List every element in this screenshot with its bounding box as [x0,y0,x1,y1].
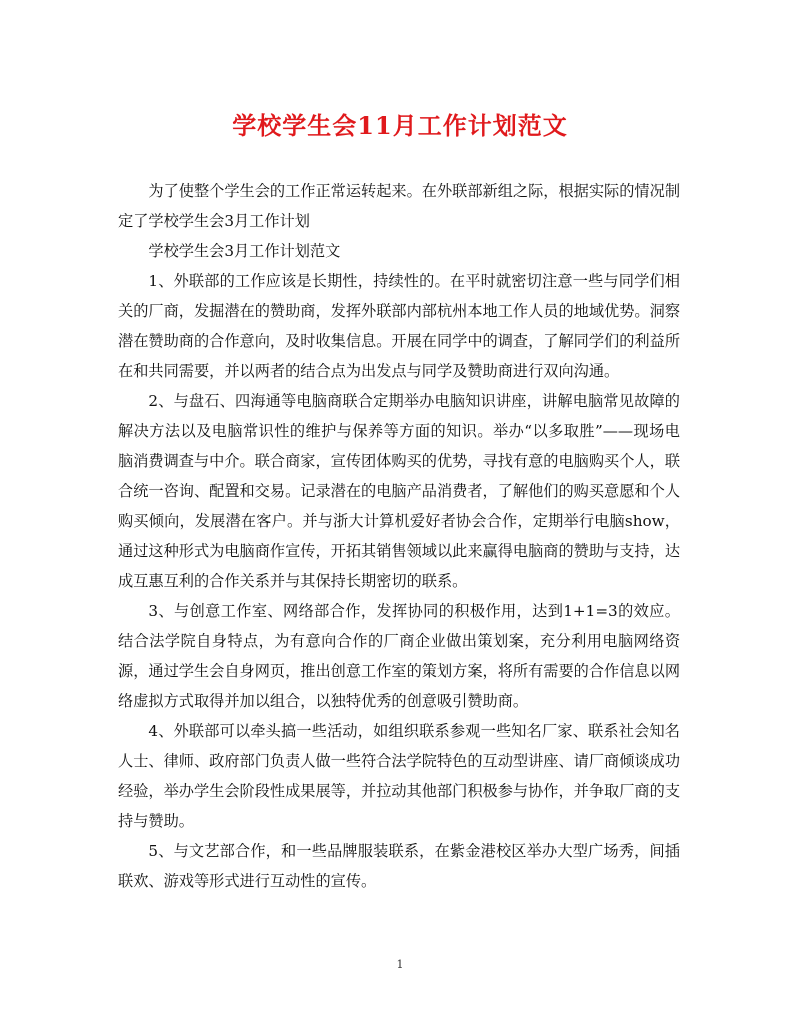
intro-paragraph: 为了使整个学生会的工作正常运转起来。在外联部新组之际，根据实际的情况制定了学校学生会3月工作计划 [118,182,680,230]
item-1-paragraph: 1、外联部的工作应该是长期性，持续性的。在平时就密切注意一些与同学们相关的厂商，发掘潜在的赞助商，发挥外联部内部杭州本地工作人员的地域优势。洞察潜在赞助商的合作意向，及时收集信息。开展在同学中的调查，了解同学们的利益所在和共同需要，并以两者的结合点为出发点与同学及赞助商进行双向沟通。 [118,272,680,380]
document-title: 学校学生会11月工作计划范文 [232,111,568,140]
item-5-paragraph: 5、与文艺部合作，和一些品牌服装联系，在紫金港校区举办大型广场秀，间插联欢、游戏等形式进行互动性的宣传。 [118,842,680,890]
page-number: 1 [396,958,404,971]
item-3-paragraph: 3、与创意工作室、网络部合作，发挥协同的积极作用，达到1+1=3的效应。结合法学院自身特点，为有意向合作的厂商企业做出策划案，充分利用电脑网络资源，通过学生会自身网页，推出创意工作室的策划方案，将所有需要的合作信息以网络虚拟方式取得并加以组合，以独特优秀的创意吸引赞助商。 [118,602,680,710]
item-4-paragraph: 4、外联部可以牵头搞一些活动，如组织联系参观一些知名厂家、联系社会知名人士、律师、政府部门负责人做一些符合法学院特色的互动型讲座、请厂商倾谈成功经验，举办学生会阶段性成果展等，并拉动其他部门积极参与协作，并争取厂商的支持与赞助。 [118,722,680,830]
subtitle-paragraph: 学校学生会3月工作计划范文 [148,242,341,260]
item-2-paragraph: 2、与盘石、四海通等电脑商联合定期举办电脑知识讲座，讲解电脑常见故障的解决方法以及电脑常识性的维护与保养等方面的知识。举办“以多取胜”——现场电脑消费调查与中介。联合商家，宣传团体购买的优势，寻找有意的电脑购买个人，联合统一咨询、配置和交易。记录潜在的电脑产品消费者，了解他们的购买意愿和个人购买倾向，发展潜在客户。并与浙大计算机爱好者协会合作，定期举行电脑show，通过这种形式为电脑商作宣传，开拓其销售领域以此来赢得电脑商的赞助与支持，达成互惠互利的合作关系并与其保持长期密切的联系。 [118,392,680,590]
document-body [118,176,680,896]
